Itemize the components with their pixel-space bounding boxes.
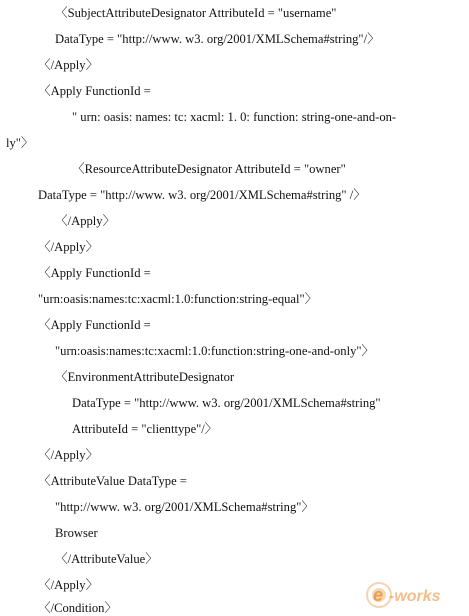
- code-line: DataType = "http://www. w3. org/2001/XMLSchema#string"/〉: [55, 32, 380, 46]
- code-line: "http://www. w3. org/2001/XMLSchema#string"〉: [55, 500, 314, 514]
- code-line: 〈Apply FunctionId =: [38, 266, 151, 280]
- code-line: 〈AttributeValue DataType =: [38, 474, 187, 488]
- svg-text:e: e: [373, 585, 384, 605]
- e-works-logo-icon: [365, 580, 463, 610]
- code-line: 〈/Apply〉: [55, 214, 116, 228]
- code-line: 〈/AttributeValue〉: [55, 552, 158, 566]
- code-line: 〈/Apply〉: [38, 578, 99, 592]
- code-line: DataType = "http://www. w3. org/2001/XMLSchema#string": [72, 396, 381, 410]
- svg-text:-works: -works: [389, 588, 441, 605]
- code-line: 〈EnvironmentAttributeDesignator: [55, 370, 235, 384]
- code-line: 〈/Apply〉: [38, 58, 99, 72]
- code-line: 〈Apply FunctionId =: [38, 318, 151, 332]
- code-line: 〈Apply FunctionId =: [38, 84, 151, 98]
- code-line: Browser: [55, 526, 98, 540]
- code-line: " urn: oasis: names: tc: xacml: 1. 0: function: string-one-and-on-: [72, 110, 397, 124]
- code-line: AttributeId = "clienttype"/〉: [72, 422, 218, 436]
- e-works-logo-icon: [365, 580, 463, 610]
- code-line: "urn:oasis:names:tc:xacml:1.0:function:string-one-and-only"〉: [55, 344, 375, 358]
- code-line: DataType = "http://www. w3. org/2001/XMLSchema#string" /〉: [38, 188, 366, 202]
- code-line: 〈/Apply〉: [38, 240, 99, 254]
- code-line: "urn:oasis:names:tc:xacml:1.0:function:string-equal"〉: [38, 292, 318, 306]
- code-line: 〈SubjectAttributeDesignator AttributeId = "username": [55, 6, 337, 20]
- code-line: ly"〉: [6, 136, 34, 150]
- code-line: 〈/Apply〉: [38, 448, 99, 462]
- code-line: 〈ResourceAttributeDesignator AttributeId = "owner": [72, 162, 346, 176]
- code-line: 〈/Condition〉: [38, 601, 118, 615]
